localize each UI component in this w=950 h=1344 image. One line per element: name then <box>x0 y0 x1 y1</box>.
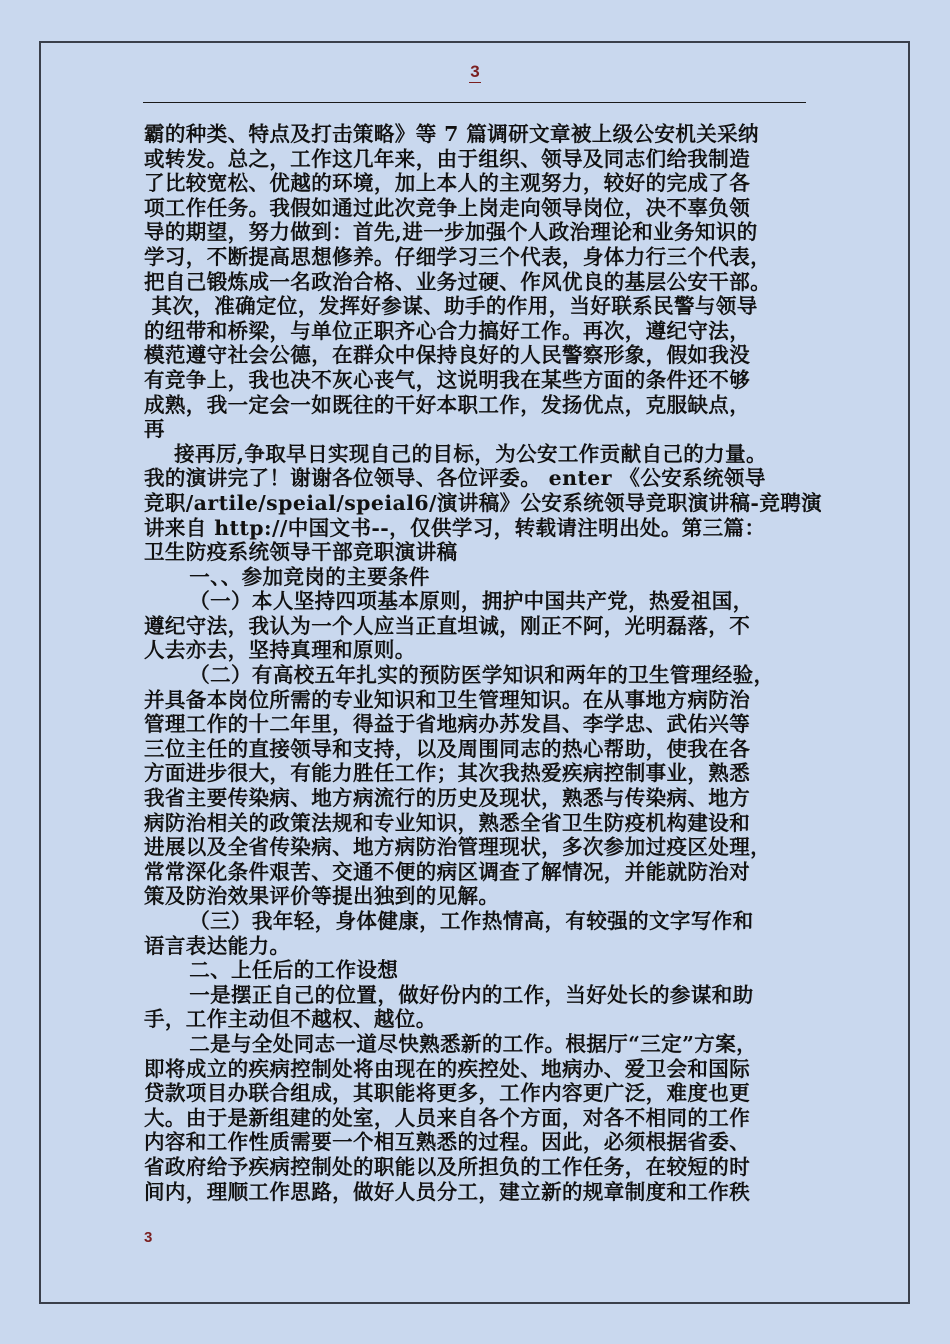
text-line: 的纽带和桥梁，与单位正职齐心合力搞好工作。再次，遵纪守法， <box>144 318 751 343</box>
text-line: 内容和工作性质需要一个相互熟悉的过程。因此，必须根据省委、 <box>144 1130 751 1155</box>
text-line: 贷款项目办联合组成，其职能将更多，工作内容更广泛，难度也更 <box>144 1081 751 1106</box>
text-line: 导的期望，努力做到：首先,进一步加强个人政治理论和业务知识的 <box>144 220 758 245</box>
text-line: 霸的种类、特点及打击策略》等 7 篇调研文章被上级公安机关采纳 <box>144 122 759 146</box>
footer-page-number: 3 <box>144 1229 153 1246</box>
text-line: 竞职/artile/speial/speial6/演讲稿》公安系统领导竞职演讲稿-竞聘演 <box>144 490 823 515</box>
text-line: 有竞争上，我也决不灰心丧气，这说明我在某些方面的条件还不够 <box>144 367 751 392</box>
text-line: 进展以及全省传染病、地方病防治管理现状，多次参加过疫区处理， <box>144 835 771 860</box>
text-line: 学习，不断提高思想修养。仔细学习三个代表，身体力行三个代表， <box>144 244 771 269</box>
text-line: 策及防治效果评价等提出独到的见解。 <box>144 884 500 909</box>
text-line: （二）有高校五年扎实的预防医学知识和两年的卫生管理经验， <box>144 663 775 688</box>
text-line: 把自己锻炼成一名政治合格、业务过硬、作风优良的基层公安干部。 <box>144 269 771 294</box>
text-line: 人去亦去，坚持真理和原则。 <box>144 638 416 663</box>
text-line: 二、上任后的工作设想 <box>144 958 399 983</box>
text-line: 我的演讲完了！谢谢各位领导、各位评委。 enter 《公安系统领导 <box>144 466 766 491</box>
text-line: 并具备本岗位所需的专业知识和卫生管理知识。在从事地方病防治 <box>144 687 751 712</box>
text-line: 方面进步很大，有能力胜任工作；其次我热爱疾病控制事业，熟悉 <box>144 761 751 786</box>
text-line: （一）本人坚持四项基本原则，拥护中国共产党，热爱祖国， <box>144 589 754 614</box>
text-line: 模范遵守社会公德，在群众中保持良好的人民警察形象，假如我没 <box>144 343 751 368</box>
text-line: 语言表达能力。 <box>144 933 291 958</box>
text-line: 其次，准确定位，发挥好参谋、助手的作用，当好联系民警与领导 <box>144 294 758 319</box>
text-line: （三）我年轻，身体健康，工作热情高，有较强的文字写作和 <box>144 909 754 933</box>
text-line: 再 <box>144 417 165 442</box>
text-line: 即将成立的疾病控制处将由现在的疾控处、地病办、爱卫会和国际 <box>144 1056 751 1081</box>
text-line: 遵纪守法，我认为一个人应当正直坦诚，刚正不阿，光明磊落，不 <box>144 613 751 638</box>
text-line: 间内，理顺工作思路，做好人员分工，建立新的规章制度和工作秩 <box>144 1179 751 1204</box>
text-line: 三位主任的直接领导和支持，以及周围同志的热心帮助，使我在各 <box>144 736 751 761</box>
document-body <box>144 122 823 1204</box>
text-line: 省政府给予疾病控制处的职能以及所担负的工作任务，在较短的时 <box>144 1154 751 1179</box>
text-line: 接再厉,争取早日实现自己的目标，为公安工作贡献自己的力量。 <box>144 441 767 466</box>
text-line: 大。由于是新组建的处室，人员来自各个方面，对各不相同的工作 <box>144 1105 751 1130</box>
text-line: 病防治相关的政策法规和专业知识，熟悉全省卫生防疫机构建设和 <box>144 810 751 835</box>
text-line: 成熟，我一定会一如既往的干好本职工作，发扬优点，克服缺点， <box>144 392 751 417</box>
text-line: 手，工作主动但不越权、越位。 <box>144 1007 437 1032</box>
text-line: 项工作任务。我假如通过此次竞争上岗走向领导岗位，决不辜负领 <box>144 195 751 220</box>
header-rule <box>143 102 806 103</box>
text-line: 我省主要传染病、地方病流行的历史及现状，熟悉与传染病、地方 <box>144 786 751 811</box>
text-line: 常常深化条件艰苦、交通不便的病区调查了解情况，并能就防治对 <box>144 859 751 884</box>
text-line: 卫生防疫系统领导干部竞职演讲稿 <box>144 540 458 565</box>
text-line: 或转发。总之，工作这几年来，由于组织、领导及同志们给我制造 <box>144 146 751 171</box>
header-page-number-text: 3 <box>470 62 480 81</box>
text-line: 一是摆正自己的位置，做好份内的工作，当好处长的参谋和助 <box>144 982 754 1007</box>
text-line: 了比较宽松、优越的环境，加上本人的主观努力，较好的完成了各 <box>144 171 751 196</box>
text-line: 管理工作的十二年里，得益于省地病办苏发昌、李学忠、武佑兴等 <box>144 712 751 737</box>
text-line: 一、、参加竞岗的主要条件 <box>144 564 430 589</box>
header-page-number <box>0 62 950 82</box>
text-line: 二是与全处同志一道尽快熟悉新的工作。根据厅“三定”方案， <box>144 1031 758 1056</box>
text-line: 讲来自 http://中国文书--，仅供学习，转载请注明出处。第三篇： <box>144 515 766 540</box>
